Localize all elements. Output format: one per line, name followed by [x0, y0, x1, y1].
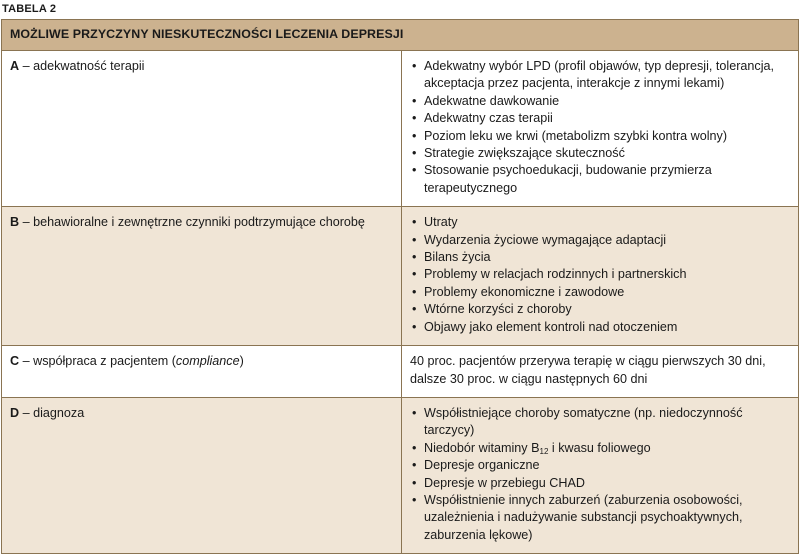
vitamin-subscript: 12: [539, 446, 549, 456]
row-label-cell: [2, 346, 402, 398]
list-item: • Adekwatne dawkowanie: [410, 93, 790, 110]
row-key: A: [10, 59, 20, 73]
list-item: • Problemy w relacjach rodzinnych i partnerskich: [410, 266, 790, 283]
row-label: – diagnoza: [19, 405, 85, 420]
list-item: • Adekwatny czas terapii: [410, 110, 790, 127]
row-label-cell: [2, 51, 402, 207]
bullet-list: [410, 214, 790, 336]
list-item: • Współistnienie innych zaburzeń (zaburzenia osobowości, uzależnienia i nadużywanie substancji psychoaktywnych, zaburzenia lękowe): [410, 492, 790, 544]
row-content-cell: [402, 346, 799, 398]
row-content-cell: [402, 397, 799, 553]
list-item: • Problemy ekonomiczne i zawodowe: [410, 284, 790, 301]
list-item: • Współistniejące choroby somatyczne (np. niedoczynność tarczycy): [410, 405, 790, 440]
list-item: • Depresje w przebiegu CHAD: [410, 475, 790, 492]
row-content-cell: [402, 51, 799, 207]
row-key: C: [10, 354, 20, 369]
list-item: • Strategie zwiększające skuteczność: [410, 145, 790, 162]
table-header: MOŻLIWE PRZYCZYNY NIESKUTECZNOŚCI LECZENIA DEPRESJI: [2, 20, 799, 51]
row-label-cell: [2, 397, 402, 553]
table-row: [2, 51, 799, 207]
row-label: – behawioralne i zewnętrzne czynniki podtrzymujące chorobę: [19, 215, 365, 230]
vitamin-text: Niedobór witaminy B: [424, 440, 540, 455]
row-label-end: ): [239, 354, 244, 369]
list-item: [410, 440, 790, 457]
bullet-list: [410, 58, 790, 197]
bullet-list: [410, 405, 790, 544]
table-row: [2, 346, 799, 398]
row-text: 40 proc. pacjentów przerywa terapię w ciągu pierwszych 30 dni, dalsze 30 proc. w ciągu następnych 60 dni: [410, 354, 766, 386]
list-item: • Wydarzenia życiowe wymagające adaptacji: [410, 232, 790, 249]
list-item: • Wtórne korzyści z choroby: [410, 301, 790, 318]
vitamin-text-end: i kwasu foliowego: [548, 440, 651, 455]
list-item: • Adekwatny wybór LPD (profil objawów, typ depresji, tolerancja, akceptacja przez pacjenta, interakcje z innymi lekami): [410, 58, 790, 93]
row-label: – adekwatność terapii: [19, 59, 145, 73]
table-row: [2, 397, 799, 553]
row-key: D: [10, 405, 20, 420]
list-item: • Depresje organiczne: [410, 457, 790, 474]
table-row: [2, 207, 799, 346]
row-content-cell: [402, 207, 799, 346]
row-key: B: [10, 215, 20, 230]
table-label: TABELA 2: [2, 3, 57, 15]
list-item: • Utraty: [410, 214, 790, 231]
row-label: – współpraca z pacjentem (: [19, 354, 176, 369]
table-header-row: [2, 20, 799, 51]
list-item: • Poziom leku we krwi (metabolizm szybki kontra wolny): [410, 128, 790, 145]
row-label-italic: compliance: [175, 354, 240, 369]
row-label-cell: [2, 207, 402, 346]
causes-table: [1, 19, 799, 554]
list-item: • Objawy jako element kontroli nad otoczeniem: [410, 319, 790, 336]
list-item: • Stosowanie psychoedukacji, budowanie przymierza terapeutycznego: [410, 162, 790, 197]
list-item: • Bilans życia: [410, 249, 790, 266]
